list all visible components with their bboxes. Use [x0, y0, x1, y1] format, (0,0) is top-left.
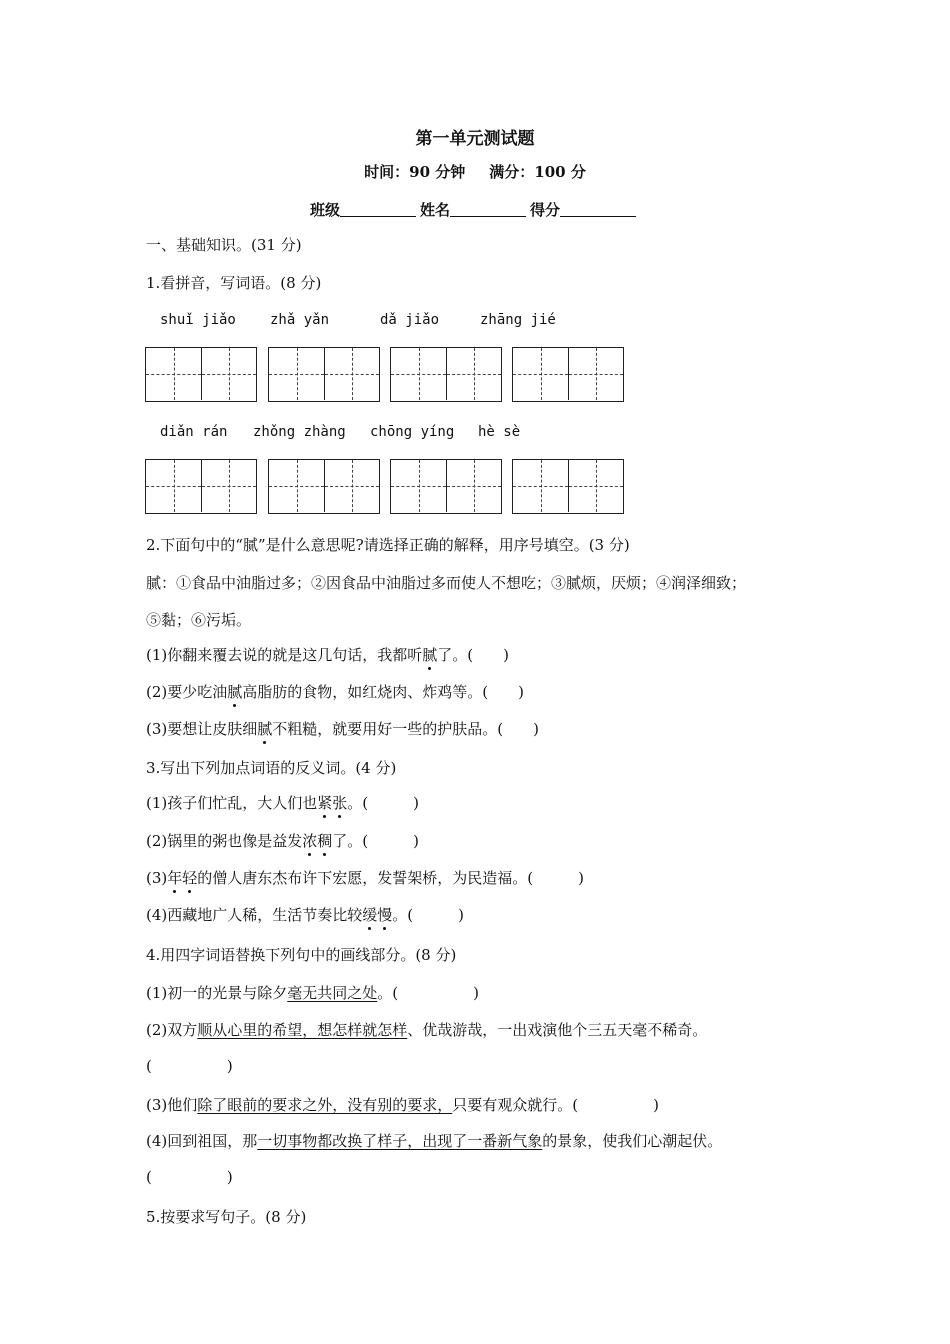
q4-sentence-2-answer: ( ): [146, 1057, 233, 1075]
pinyin: diǎn rán: [160, 424, 228, 440]
score-label: 满分：100 分: [489, 163, 586, 181]
q2-definitions-2: ⑤黏；⑥污垢。: [146, 611, 252, 629]
tian-grid[interactable]: [390, 347, 502, 402]
q2-sentence-1: (1)你翻来覆去说的就是这几句话，我都听腻了。( ): [146, 646, 509, 664]
q3-sentence-3: (3)年轻的僧人唐东杰布许下宏愿，发誓架桥，为民造福。( ): [146, 869, 584, 887]
pinyin: hè sè: [478, 424, 521, 440]
grade-blank[interactable]: [560, 200, 636, 217]
pinyin-row-1: [0, 312, 950, 332]
pinyin: zhǎ yǎn: [270, 312, 330, 328]
name-blank[interactable]: [450, 200, 526, 217]
tian-grid[interactable]: [268, 347, 380, 402]
class-blank[interactable]: [340, 200, 416, 217]
section-1-heading: 一、基础知识。(31 分): [146, 236, 302, 254]
q4-sentence-2: (2)双方顺从心里的希望，想怎样就怎样、优哉游哉，一出戏演他个三五天毫不稀奇。: [146, 1021, 708, 1039]
tian-grid[interactable]: [145, 459, 257, 514]
grade-label: 得分: [530, 201, 561, 219]
tian-grid[interactable]: [268, 459, 380, 514]
tian-grid[interactable]: [512, 459, 624, 514]
class-label: 班级: [309, 201, 340, 219]
q5-heading: 5.按要求写句子。(8 分): [146, 1208, 307, 1226]
tian-grid[interactable]: [512, 347, 624, 402]
q3-sentence-1: (1)孩子们忙乱，大人们也紧张。( ): [146, 794, 419, 812]
q2-sentence-2: (2)要少吃油腻高脂肪的食物，如红烧肉、炸鸡等。( ): [146, 683, 524, 701]
q3-sentence-4: (4)西藏地广人稀，生活节奏比较缓慢。( ): [146, 906, 464, 924]
q4-heading: 4.用四字词语替换下列句中的画线部分。(8 分): [146, 946, 457, 964]
q4-sentence-4-answer: ( ): [146, 1168, 233, 1186]
tian-grid[interactable]: [390, 459, 502, 514]
q3-heading: 3.写出下列加点词语的反义词。(4 分): [146, 759, 397, 777]
pinyin: zhǒng zhàng: [253, 424, 346, 440]
pinyin-row-2: [0, 424, 950, 444]
time-label: 时间：90 分钟: [364, 163, 466, 181]
tian-grid[interactable]: [145, 347, 257, 402]
q4-sentence-1: (1)初一的光景与除夕毫无共同之处。( ): [146, 984, 479, 1002]
page-title: 第一单元测试题: [415, 129, 535, 149]
pinyin: chōng yíng: [370, 424, 455, 440]
q1-heading: 1.看拼音，写词语。(8 分): [146, 274, 322, 292]
name-label: 姓名: [419, 201, 450, 219]
q4-sentence-4: (4)回到祖国，那一切事物都改换了样子，出现了一番新气象的景象，使我们心潮起伏。: [146, 1132, 723, 1150]
student-info-row: [0, 199, 950, 220]
q2-sentence-3: (3)要想让皮肤细腻不粗糙，就要用好一些的护肤品。( ): [146, 720, 539, 738]
pinyin: zhāng jié: [480, 312, 556, 328]
exam-info: [0, 161, 950, 182]
q2-definitions-1: 腻：①食品中油脂过多；②因食品中油脂过多而使人不想吃；③腻烦，厌烦；④润泽细致；: [146, 574, 747, 592]
pinyin: shuǐ jiǎo: [160, 312, 236, 328]
q3-sentence-2: (2)锅里的粥也像是益发浓稠了。( ): [146, 832, 419, 850]
pinyin: dǎ jiǎo: [380, 312, 440, 328]
q2-heading: 2.下面句中的“腻”是什么意思呢?请选择正确的解释，用序号填空。(3 分): [146, 536, 630, 554]
q4-sentence-3: (3)他们除了眼前的要求之外，没有别的要求，只要有观众就行。( ): [146, 1096, 659, 1114]
